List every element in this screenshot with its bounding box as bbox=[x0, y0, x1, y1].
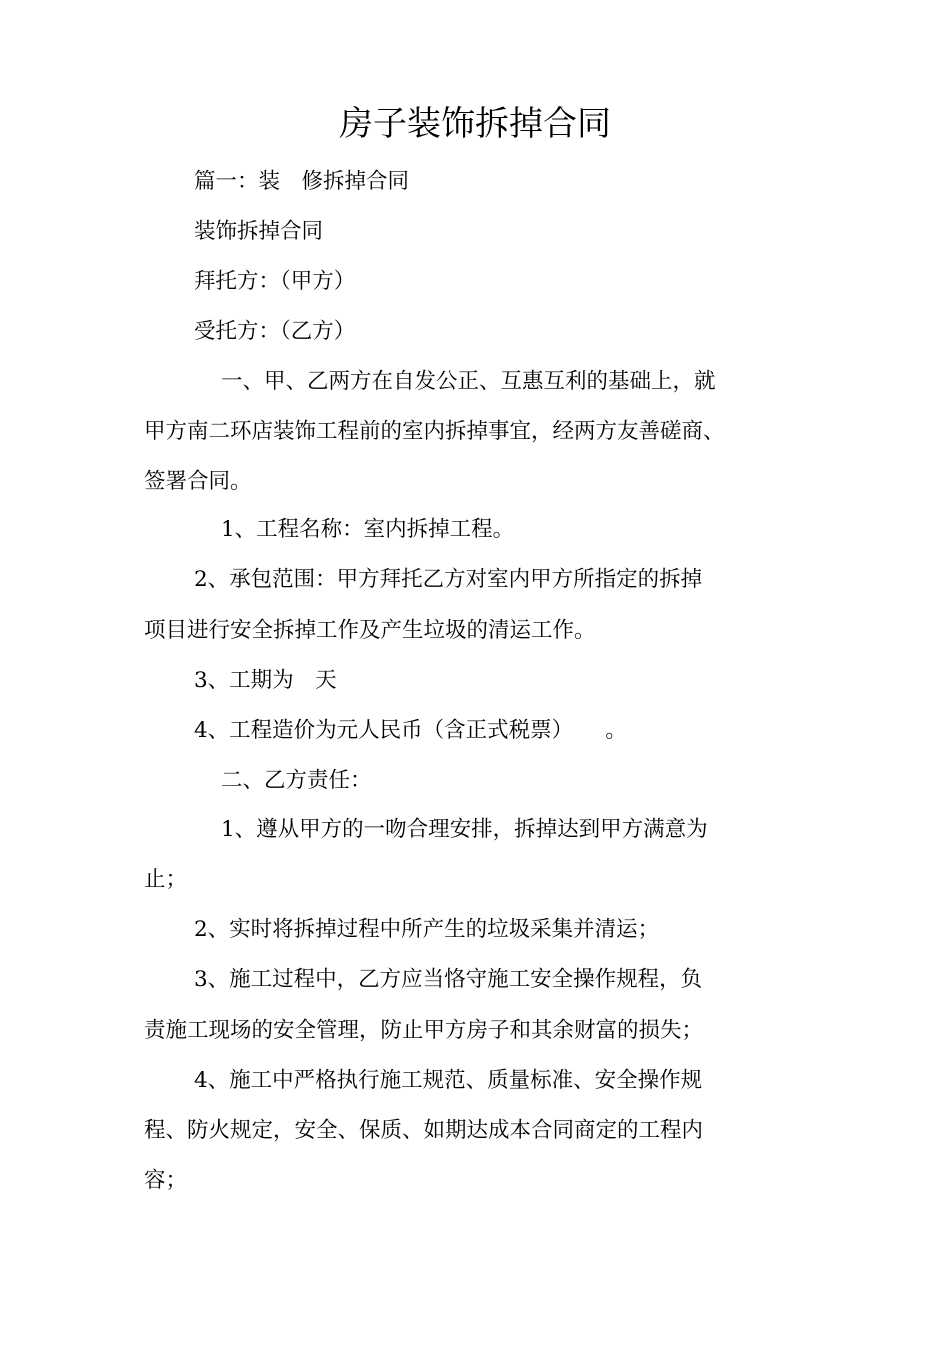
paragraph-line: 签署合同。 bbox=[144, 469, 252, 494]
paragraph-line: 一、甲、乙两方在自发公正、互惠互利的基础上，就 bbox=[221, 369, 716, 394]
clause-line: 4、工程造价为元人民币（含正式税票） 。 bbox=[194, 718, 627, 743]
party-a-line: 拜托方：（甲方） bbox=[194, 269, 356, 294]
section-heading: 二、乙方责任： bbox=[221, 768, 372, 793]
clause-line: 4、施工中严格执行施工规范、质量标准、安全操作规 bbox=[194, 1068, 703, 1093]
clause-line: 2、承包范围：甲方拜托乙方对室内甲方所指定的拆掉 bbox=[194, 567, 703, 592]
clause-line: 1、工程名称：室内拆掉工程。 bbox=[221, 517, 515, 542]
party-b-line: 受托方：（乙方） bbox=[194, 319, 356, 344]
clause-line: 3、施工过程中，乙方应当恪守施工安全操作规程，负 bbox=[194, 967, 703, 992]
contract-heading: 装饰拆掉合同 bbox=[194, 219, 324, 244]
clause-line: 程、防火规定，安全、保质、如期达成本合同商定的工程内 bbox=[144, 1118, 704, 1143]
paragraph-line: 甲方南二环店装饰工程前的室内拆掉事宜，经两方友善磋商、 bbox=[144, 419, 725, 444]
chapter-heading: 篇一：装 修拆掉合同 bbox=[194, 169, 410, 194]
clause-line: 3、工期为 天 bbox=[194, 668, 337, 693]
clause-line: 2、实时将拆掉过程中所产生的垃圾采集并清运； bbox=[194, 917, 660, 942]
clause-line: 容； bbox=[144, 1168, 188, 1193]
clause-line: 责施工现场的安全管理，防止甲方房子和其余财富的损失； bbox=[144, 1018, 704, 1043]
clause-line: 1、遵从甲方的一吻合理安排，拆掉达到甲方满意为 bbox=[221, 817, 708, 842]
clause-line: 止； bbox=[144, 867, 188, 892]
clause-line: 项目进行安全拆掉工作及产生垃圾的清运工作。 bbox=[144, 618, 596, 643]
document-title: 房子装饰拆掉合同 bbox=[339, 104, 611, 144]
